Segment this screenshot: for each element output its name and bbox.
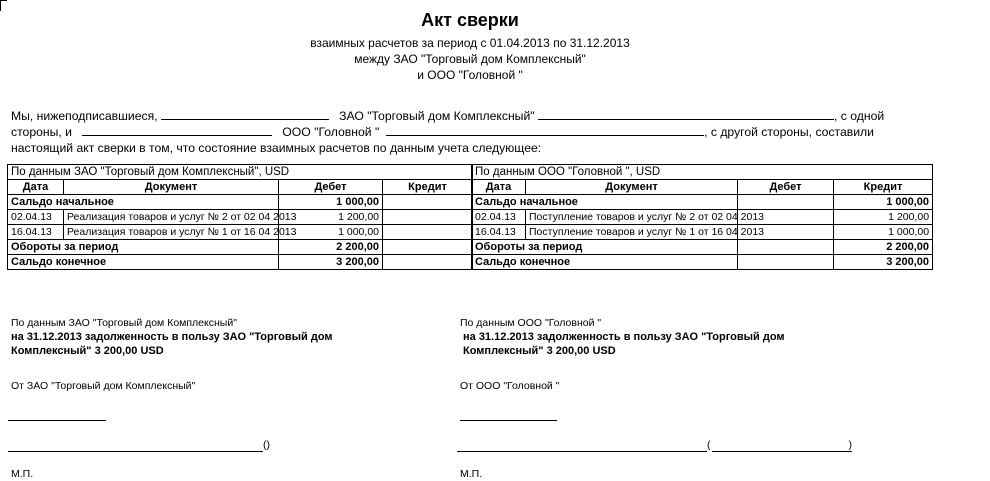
right-row-date: 02.04.13 [472, 210, 526, 225]
table-row [472, 210, 933, 225]
table-row [8, 210, 473, 225]
right-closing-credit: 3 200,00 [834, 255, 933, 270]
intro-one-side: , с одной [833, 109, 885, 123]
left-signature-paren: () [263, 439, 270, 451]
intro-party-1: ЗАО "Торговый дом Комплексный" [339, 109, 535, 123]
left-turnover-credit [383, 240, 473, 255]
left-summary-debt: на 31.12.2013 задолженность в пользу ЗАО "Торговый дом Комплексный" 3 200,00 USD [11, 331, 333, 357]
left-opening-label: Сальдо начальное [8, 195, 279, 210]
blank-position-1 [538, 108, 834, 120]
left-row-document: Реализация товаров и услуг № 1 от 16 04 2013 [64, 225, 279, 240]
left-col-debit: Дебет [279, 180, 383, 195]
right-opening-label: Сальдо начальное [472, 195, 738, 210]
intro-party-2: ООО "Головной " [282, 125, 380, 139]
right-turnover-label: Обороты за период [472, 240, 738, 255]
right-name-line [712, 451, 852, 452]
intro-side-and: стороны, и [11, 125, 72, 139]
right-row-document: Поступление товаров и услуг № 2 от 02 04 2013 [526, 210, 738, 225]
left-closing-credit [383, 255, 473, 270]
right-turnover-credit: 2 200,00 [834, 240, 933, 255]
left-col-date: Дата [8, 180, 64, 195]
left-row-document: Реализация товаров и услуг № 2 от 02 04 2013 [64, 210, 279, 225]
right-summary-debt: на 31.12.2013 задолженность в пользу ЗАО "Торговый дом Комплексный" 3 200,00 USD [463, 331, 785, 357]
left-closing-label: Сальдо конечное [8, 255, 279, 270]
right-closing-debit [738, 255, 834, 270]
right-col-document: Документ [526, 180, 738, 195]
left-col-credit: Кредит [383, 180, 473, 195]
right-col-date: Дата [472, 180, 526, 195]
left-from-label: От ЗАО "Торговый дом Комплексный" [11, 380, 196, 392]
right-signature-line [457, 451, 707, 452]
right-row-date: 16.04.13 [472, 225, 526, 240]
right-paren-text: () [707, 439, 990, 451]
left-turnover-debit: 2 200,00 [279, 240, 383, 255]
intro-we-signed: Мы, нижеподписавшиеся, [11, 109, 158, 123]
right-opening-debit [738, 195, 834, 210]
left-row-date: 16.04.13 [8, 225, 64, 240]
subtitle-and: и ООО "Головной " [417, 68, 523, 82]
table-row [8, 225, 473, 240]
left-summary-caption: По данным ЗАО "Торговый дом Комплексный" [11, 317, 237, 329]
right-from-label: От ООО "Головной " [460, 380, 560, 392]
blank-position-2 [386, 124, 704, 136]
blank-signatory-1 [161, 108, 329, 120]
right-row-credit: 1 200,00 [834, 210, 933, 225]
right-summary-caption: По данным ООО "Головной " [460, 317, 602, 329]
left-opening-debit: 1 000,00 [279, 195, 383, 210]
right-table-header: По данным ООО "Головной ", USD [472, 165, 933, 180]
intro-line-3: настоящий акт сверки в том, что состояние взаимных расчетов по данным учета следующее: [11, 141, 542, 155]
right-row-document: Поступление товаров и услуг № 1 от 16 04 2013 [526, 225, 738, 240]
right-col-debit: Дебет [738, 180, 834, 195]
intro-line-2 [11, 124, 929, 140]
left-closing-debit: 3 200,00 [279, 255, 383, 270]
right-opening-credit: 1 000,00 [834, 195, 933, 210]
left-position-line [8, 420, 106, 421]
left-table-header: По данным ЗАО "Торговый дом Комплексный", USD [8, 165, 473, 180]
left-row-credit [383, 225, 473, 240]
subtitle-period: взаимных расчетов за период с 01.04.2013 по 31.12.2013 [310, 36, 630, 50]
left-opening-credit [383, 195, 473, 210]
left-row-credit [383, 210, 473, 225]
right-ledger-table [471, 164, 933, 270]
left-ledger-table [7, 164, 473, 270]
right-stamp-label: М.П. [460, 468, 483, 480]
left-stamp-label: М.П. [11, 468, 34, 480]
left-col-document: Документ [64, 180, 279, 195]
left-turnover-label: Обороты за период [8, 240, 279, 255]
subtitle-between: между ЗАО "Торговый дом Комплексный" [354, 52, 586, 66]
right-signature-paren [707, 439, 990, 451]
left-row-debit: 1 000,00 [279, 225, 383, 240]
document-title: Акт сверки [421, 10, 519, 30]
left-row-debit: 1 200,00 [279, 210, 383, 225]
intro-line-1 [11, 108, 929, 124]
right-closing-label: Сальдо конечное [472, 255, 738, 270]
right-turnover-debit [738, 240, 834, 255]
table-row [472, 225, 933, 240]
right-row-credit: 1 000,00 [834, 225, 933, 240]
left-row-date: 02.04.13 [8, 210, 64, 225]
left-signature-line [8, 451, 263, 452]
right-position-line [460, 420, 557, 421]
right-col-credit: Кредит [834, 180, 933, 195]
blank-signatory-2 [82, 124, 272, 136]
intro-other-side: , с другой стороны, составили [704, 125, 874, 139]
